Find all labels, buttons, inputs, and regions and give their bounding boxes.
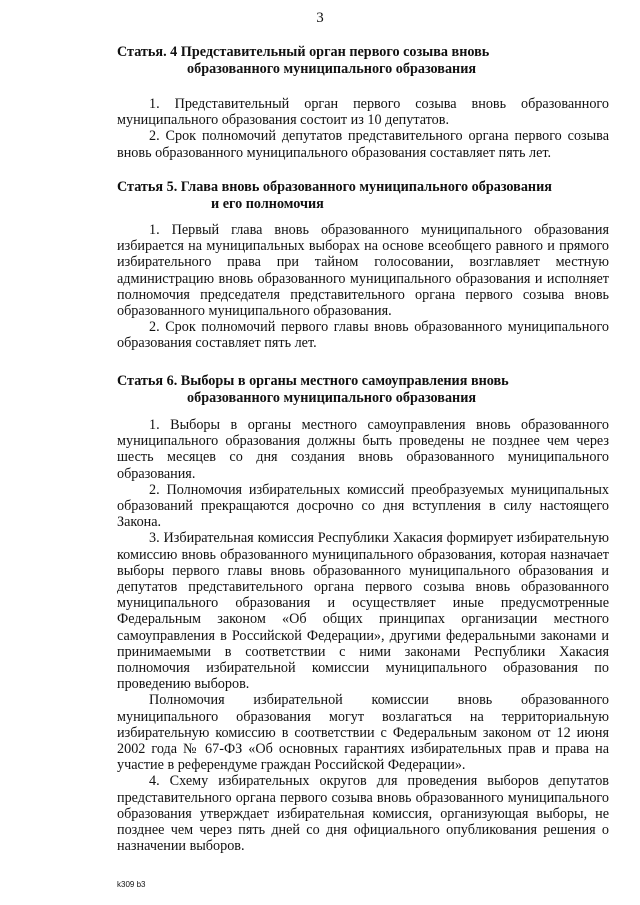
article-title — [117, 44, 609, 78]
article-6-heading — [117, 373, 609, 407]
article-title-line: Статья. 4 Представительный орган первого созыва вновь — [117, 44, 490, 60]
article-title-line: Статья 5. Глава вновь образованного муниципального образования — [117, 179, 552, 195]
article-title-line: образованного муниципального образования — [187, 390, 477, 406]
article-title-line: Статья 6. Выборы в органы местного самоуправления вновь — [117, 373, 509, 389]
article-title — [117, 179, 609, 213]
paragraph: 4. Схему избирательных округов для проведения выборов депутатов представительного органа первого созыва вновь образованного муниципального образования утверждает избирательная комиссия, организующая выборы, не позднее чем через пять дней со дня официального опубликования решения о назначении выборов. — [117, 773, 609, 855]
article-5-heading — [117, 179, 609, 213]
article-4-body — [117, 96, 609, 161]
paragraph: 1. Выборы в органы местного самоуправления вновь образованного муниципального образования должны быть проведены не позднее чем через шесть месяцев со дня создания вновь образованного муниципального образования. — [117, 417, 609, 482]
paragraph: 1. Представительный орган первого созыва вновь образованного муниципального образования состоит из 10 депутатов. — [117, 96, 609, 129]
article-6-body — [117, 417, 609, 854]
paragraph: 3. Избирательная комиссия Республики Хакасия формирует избирательную комиссию вновь образованного муниципального образования, которая назначает выборы первого главы вновь образованного муниципального образования и депутатов представительного органа первого созыва вновь образованного муниципального образования и осуществляет иные предусмотренные Федеральным законом «Об общих принципах организации местного самоуправления в Российской Федерации», другими федеральными законами и принимаемыми в соответствии с ними законами Республики Хакасия полномочия избирательной комиссии муниципального образования по проведению выборов. — [117, 530, 609, 693]
paragraph: 1. Первый глава вновь образованного муниципального образования избирается на муниципальных выборах на основе всеобщего равного и прямого избирательного права при тайном голосовании, возглавляет местную администрацию вновь образованного муниципального образования и исполняет полномочия председателя представительного органа первого созыва вновь образованного муниципального образования. — [117, 222, 609, 320]
article-4-heading — [117, 44, 609, 78]
paragraph: 2. Срок полномочий депутатов представительного органа первого созыва вновь образованного муниципального образования составляет пять лет. — [117, 128, 609, 161]
page-number: 3 — [316, 10, 324, 26]
footer-code: k309 b3 — [117, 880, 146, 889]
article-5-body — [117, 222, 609, 352]
article-title-line: и его полномочия — [211, 196, 324, 212]
paragraph: 2. Срок полномочий первого главы вновь образованного муниципального образования составляет пять лет. — [117, 319, 609, 352]
article-title-line: образованного муниципального образования — [187, 61, 477, 77]
paragraph: Полномочия избирательной комиссии вновь образованного муниципального образования могут возлагаться на территориальную избирательную комиссию в соответствии с Федеральным законом от 12 июня 2002 года № 67-ФЗ «Об основных гарантиях избирательных прав и права на участие в референдуме граждан Российской Федерации». — [117, 692, 609, 774]
article-title — [117, 373, 609, 407]
paragraph: 2. Полномочия избирательных комиссий преобразуемых муниципальных образований прекращаются досрочно со дня вступления в силу настоящего Закона. — [117, 481, 609, 531]
